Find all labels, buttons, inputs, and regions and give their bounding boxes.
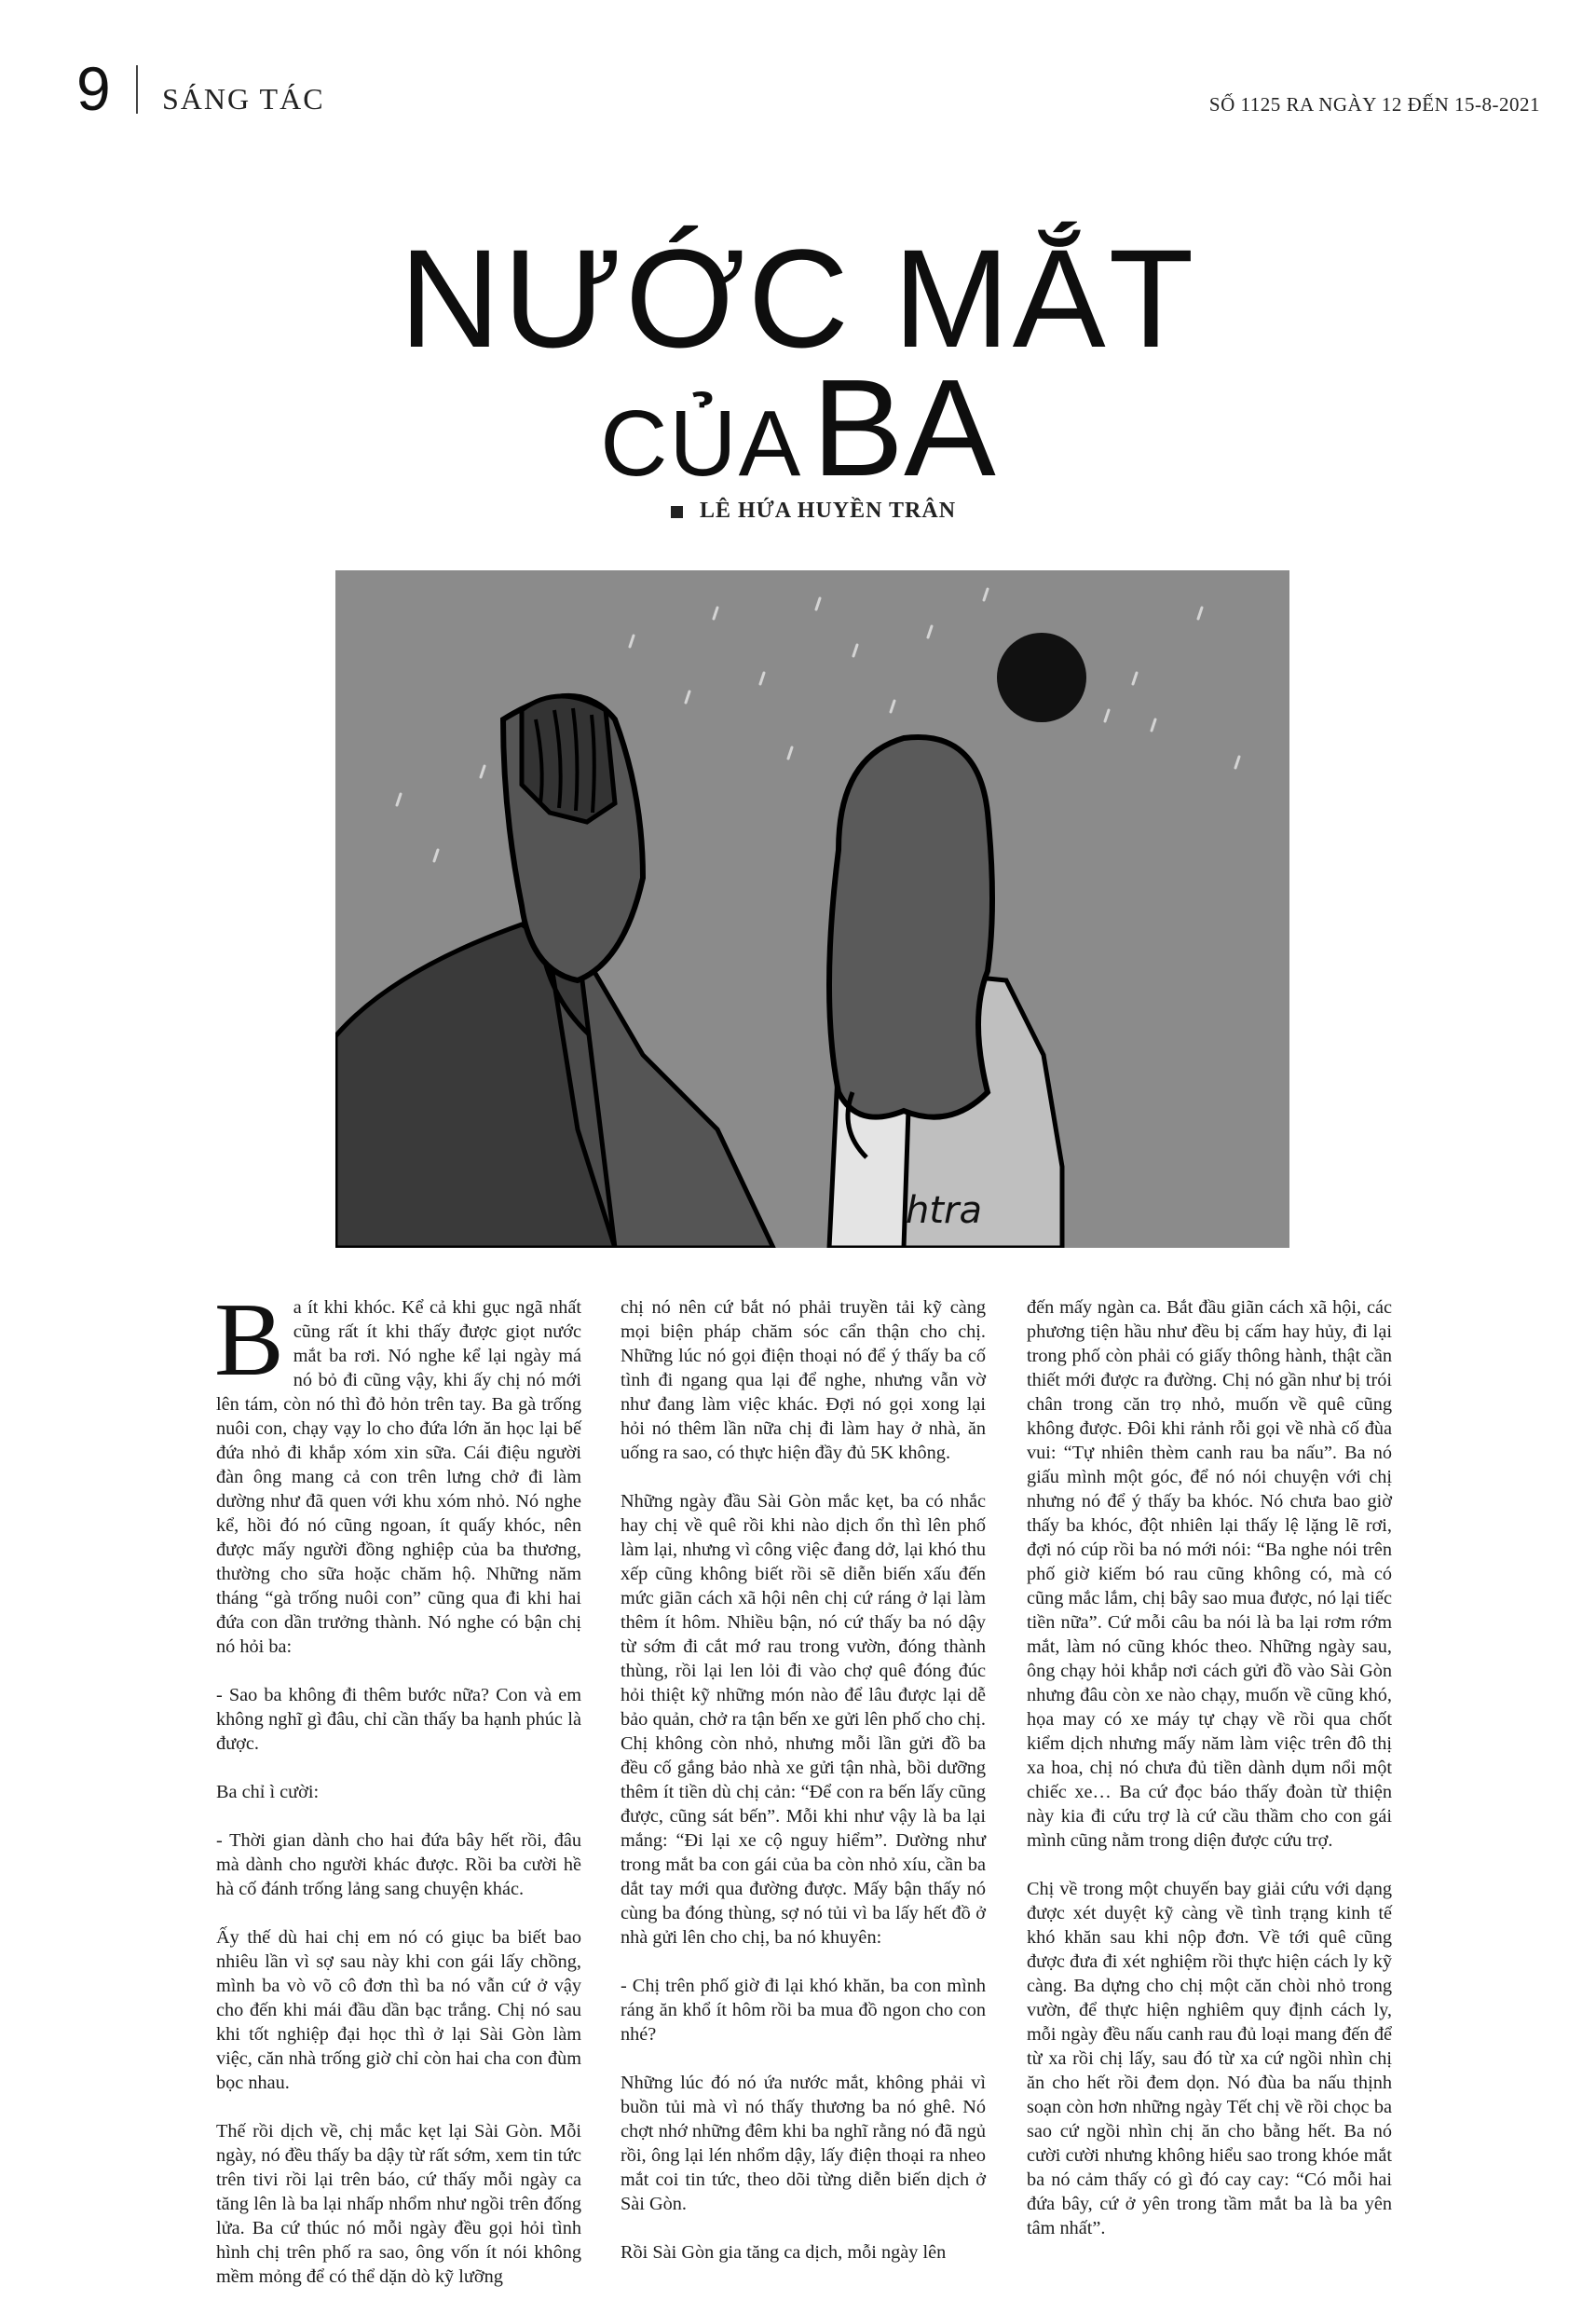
paragraph: - Thời gian dành cho hai đứa bây hết rồi, đâu mà dành cho người khác được. Rồi ba cười hề hà cố đánh trống lảng sang chuyện khác. [216,1830,581,1899]
article-title-small: CỦA [600,391,803,496]
author-name: LÊ HỨA HUYỀN TRÂN [700,499,957,523]
page-header [76,56,1540,121]
artist-signature: htra [906,1189,982,1232]
header-divider [136,65,138,114]
page-number: 9 [76,54,111,123]
article-title-line1: NƯỚC MẮT [399,220,1197,376]
paragraph: Những ngày đầu Sài Gòn mắc kẹt, ba có nhắc hay chị về quê rồi khi nào dịch ổn thì lên phố làm lại, nhưng vì công việc đang dở, lại khó thu xếp cũng không biết rồi sẽ diễn biến xấu đến mức giãn cách xã hội nên chị cứ ráng ở lại làm thêm ít hôm. Nhiều bận, nó cứ thấy ba nó dậy từ sớm đi cắt mớ rau trong vườn, đóng thành thùng, rồi lại len lỏi đi vào chợ quê đóng đúc hỏi thiệt kỹ những món nào để lâu được lại dễ bảo quản, chở ra tận bến xe gửi lên phố cho chị. Chị không còn nhỏ, nhưng mỗi lần gửi đồ ba đều cố gắng bảo nhà xe gửi tận nhà, bồi dưỡng thêm ít tiền dù chị cản: “Để con ra bến lấy cũng được, cũng sát bến”. Mỗi khi như vậy là ba lại mắng: “Đi lại xe cộ nguy hiểm”. Dường như trong mắt ba con gái của ba còn nhỏ xíu, cần ba dắt tay mới qua đường được. Mấy bận thấy nó cùng ba đóng thùng, sợ nó tủi vì ba lấy hết đồ ở nhà gửi lên cho chị, ba nó khuyên: [621,1491,986,1948]
paragraph: Ba chỉ ì cười: [216,1782,320,1802]
paragraph: đến mấy ngàn ca. Bắt đầu giãn cách xã hội, các phương tiện hầu như đều bị cấm hay hủy, đi lại trong phố còn phải có giấy thông hành, thật cần thiết mới được ra đường. Chị nó gần như bị trói chân trong căn trọ nhỏ, muốn về quê cũng không được. Đôi khi rảnh rỗi gọi về nhà cố đùa vui: “Tự nhiên thèm canh rau ba nấu”. Ba nó giấu mình một góc, để nó nói chuyện với chị nhưng nó để ý thấy ba khóc. Nó chưa bao giờ thấy ba khóc, đột nhiên lại thấy lệ lặng lẽ rơi, đợi nó cúp rồi ba nó mới nói: “Ba nghe nói trên phố giờ kiếm bó rau cũng không có, mà có cũng mắc lắm, chị bây sao mua được, nó lại tiếc tiền nữa”. Cứ mỗi câu ba nói là ba lại rơm rớm mắt, làm nó cũng khóc theo. Những ngày sau, ông chạy hỏi khắp nơi cách gửi đồ vào Sài Gòn nhưng đâu còn xe nào chạy, muốn về cũng khó, họa may có xe máy tự chạy về rồi qua chốt kiểm dịch nhưng mấy năm làm việc trên đô thị xa hoa, chị nó chưa đủ tiền dành dụm nổi một chiếc xe… Ba cứ đọc báo thấy đoàn từ thiện này kia đi cứu trợ là cứ cầu thầm cho con gái mình cũng nằm trong diện được cứu trợ. [1027,1297,1392,1851]
byline-square-icon [671,506,683,518]
article-column-1 [214,1282,581,2313]
article-column-2 [621,1295,986,2289]
paragraph: Rồi Sài Gòn gia tăng ca dịch, mỗi ngày lên [621,2242,947,2263]
illustration [335,570,1289,1248]
issue-info: SỐ 1125 RA NGÀY 12 ĐẾN 15-8-2021 [1208,93,1540,116]
paragraph: Thế rồi dịch về, chị mắc kẹt lại Sài Gòn. Mỗi ngày, nó đều thấy ba dậy từ rất sớm, xem tin tức trên tivi rồi lại trên báo, cứ thấy mỗi ngày ca tăng lên là ba lại nhấp nhổm như ngồi trên đống lửa. Ba cứ thúc nó mỗi ngày đều gọi hỏi tình hình chị trên phố ra sao, ông vốn ít nói không mềm mỏng để có thể dặn dò kỹ lưỡng [216,2121,581,2287]
article-column-3 [1027,1295,1392,2265]
paragraph: Những lúc đó nó ứa nước mắt, không phải vì buồn tủi mà vì nó thấy thương ba nó ghê. Nó chợt nhớ những đêm khi ba nghĩ rằng nó đã ngủ rồi, ông lại lén nhổm dậy, lấy điện thoại ra nheo mắt coi tin tức, theo dõi từng diễn biến dịch ở Sài Gòn. [621,2073,986,2214]
paragraph: - Sao ba không đi thêm bước nữa? Con và em không nghĩ gì đâu, chỉ cần thấy ba hạnh phúc là được. [216,1685,581,1754]
paragraph: chị nó nên cứ bắt nó phải truyền tải kỹ càng mọi biện pháp chăm sóc cẩn thận cho chị. Những lúc nó gọi điện thoại nó để ý thấy ba cố tình đi ngang qua lại để nghe, nhưng vẫn vờ như đang làm việc khác. Đợi nó gọi xong lại hỏi nó thêm lần nữa chị đi làm hay ở nhà, ăn uống ra sao, có thực hiện đầy đủ 5K không. [621,1297,986,1463]
paragraph: Ba ít khi khóc. Kể cả khi gục ngã nhất cũng rất ít khi thấy được giọt nước mắt ba rơi. Nó nghe kể lại ngày má nó bỏ đi cũng vậy, khi ấy chị nó mới lên tám, còn nó thì đỏ hỏn trên tay. Ba gà trống nuôi con, chạy vạy lo cho đứa lớn ăn học lại bế đứa nhỏ đi khắp xóm xin sữa. Cái điệu người đàn ông mang cả con trên lưng chở đi làm dường như đã quen với khu xóm nhỏ. Nó nghe kể, hồi đó nó cũng ngoan, ít quấy khóc, nên được mấy người đồng nghiệp của ba thương, thường cho sữa hoặc chăm hộ. Những năm tháng “gà trống nuôi con” cũng qua đi khi hai đứa con dần trưởng thành. Nó nghe có bận chị nó hỏi ba: [214,1282,581,1657]
paragraph: - Chị trên phố giờ đi lại khó khăn, ba con mình ráng ăn khổ ít hôm rồi ba mua đồ ngon cho con nhé? [621,1976,986,2045]
dropcap: B [214,1282,284,1398]
paragraph: Ấy thế dù hai chị em nó có giục ba biết bao nhiêu lần vì sợ sau này khi con gái lấy chồng, mình ba vò võ cô đơn thì ba nó vẫn cứ ở vậy cho đến khi mái đầu dần bạc trắng. Chị nó sau khi tốt nghiệp đại học thì ở lại Sài Gòn làm việc, căn nhà trống giờ chỉ còn hai cha con đùm bọc nhau. [216,1927,581,2093]
moon [997,633,1086,722]
byline [671,499,956,524]
article-title-big: BA [812,351,996,505]
paragraph: Chị về trong một chuyến bay giải cứu với dạng được xét duyệt kỹ càng về tình trạng kinh tế khó khăn sau khi nộp đơn. Về tới quê cũng được đưa đi xét nghiệm rồi thực hiện cách ly kỹ càng. Ba dựng cho chị một căn chòi nhỏ trong vườn, để thực hiện nghiêm quy định cách ly, mỗi ngày đều nấu canh rau đủ loại mang đến để từ xa rồi chị lấy, sau đó từ xa cứ ngồi nhìn chị ăn cho hết rồi đem dọn. Nó đùa ba nấu thịnh soạn còn hơn những ngày Tết chị về rồi chọc ba sao cứ ngồi nhìn chị ăn cho bằng hết. Ba nó cười cười nhưng không hiểu sao trong khóe mắt ba nó cảm thấy có gì đó cay cay: “Có mỗi hai đứa bây, cứ ở yên trong tầm mắt ba là ba yên tâm nhất”. [1027,1879,1392,2238]
section-name: SÁNG TÁC [162,82,325,116]
